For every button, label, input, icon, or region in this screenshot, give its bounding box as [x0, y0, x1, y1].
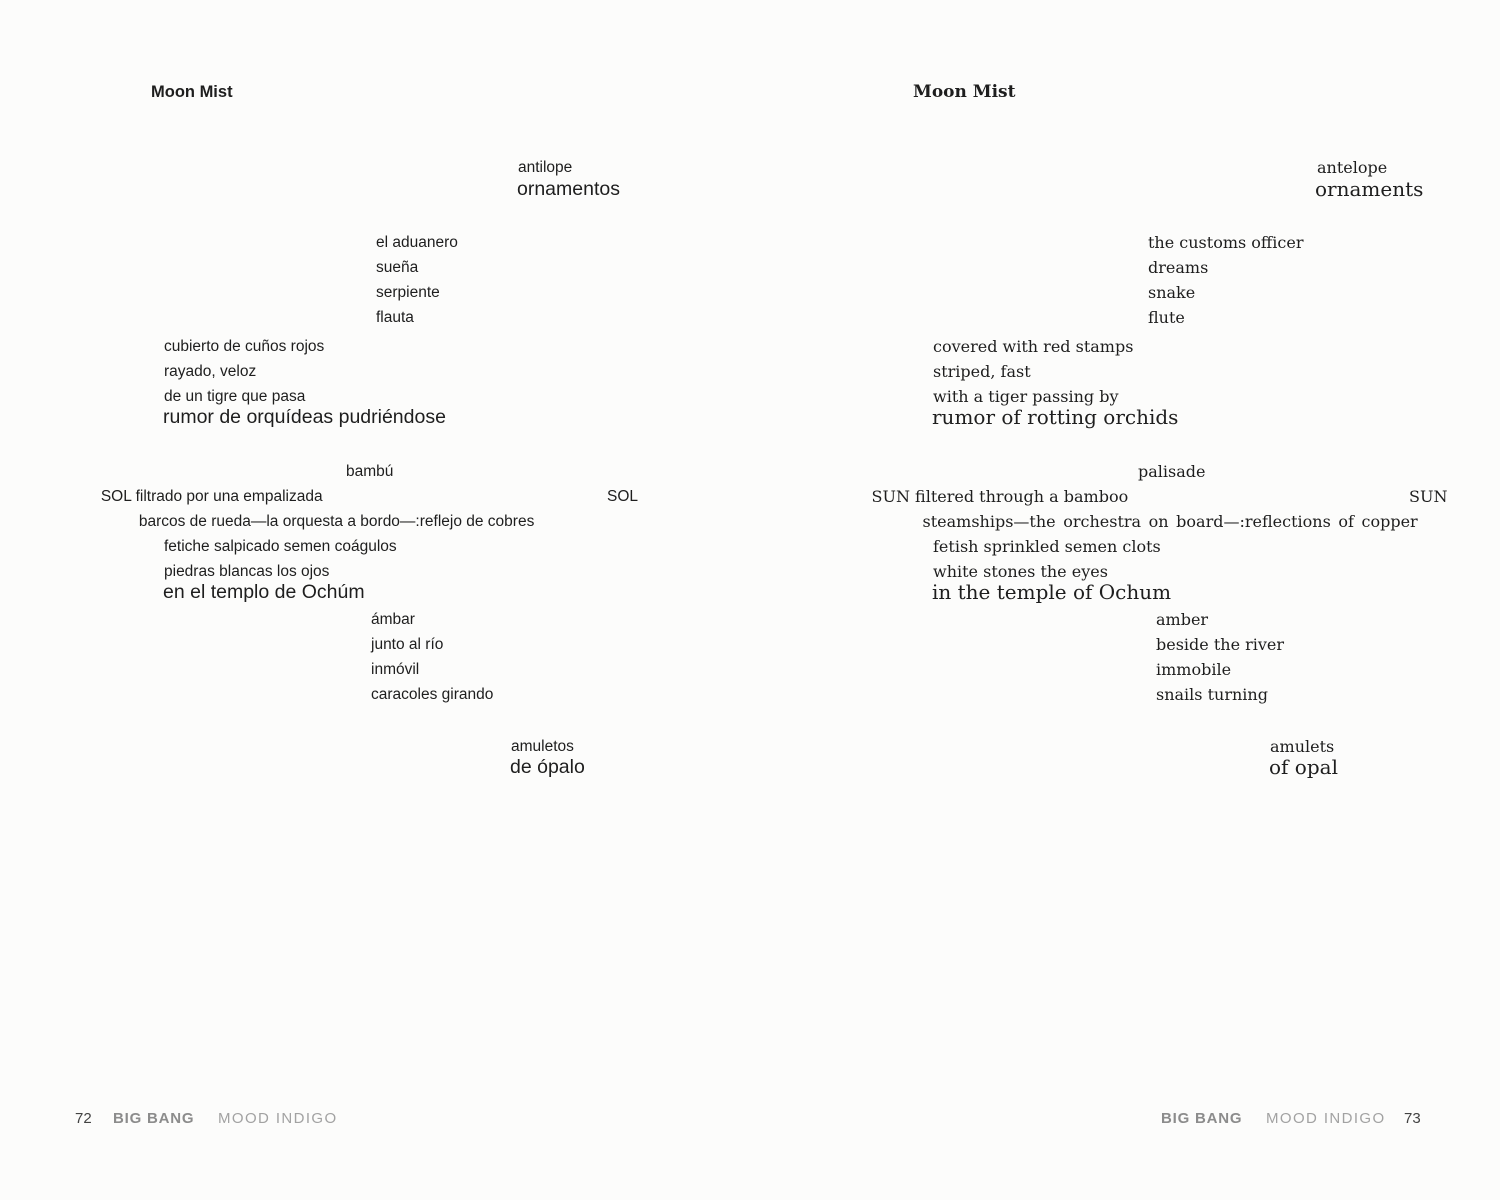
poem-line: dreams	[1148, 258, 1209, 277]
poem-line: amulets	[1270, 737, 1335, 756]
poem-line-segment: palisade	[1138, 462, 1206, 481]
footer-section-title: MOOD INDIGO	[218, 1110, 338, 1127]
page-number: 72	[75, 1110, 92, 1127]
poem-line: piedras blancas los ojos	[164, 563, 330, 580]
footer-book-title: BIG BANG	[1161, 1110, 1243, 1127]
poem-line: ornaments	[1315, 177, 1424, 201]
poem-line: junto al río	[371, 636, 444, 653]
poem-line: ornamentos	[517, 178, 620, 200]
footer-book-title: BIG BANG	[113, 1110, 195, 1127]
poem-line: striped, fast	[933, 362, 1031, 381]
poem-line-segment: bambú	[346, 463, 394, 480]
poem-line: amuletos	[511, 738, 574, 755]
poem-line: serpiente	[376, 284, 440, 301]
poem-line: covered with red stamps	[933, 337, 1134, 356]
right-page-title: Moon Mist	[913, 82, 1016, 102]
poem-line: snails turning	[1156, 685, 1268, 704]
poem-line: the customs officer	[1148, 233, 1304, 252]
poem-line: amber	[1156, 610, 1209, 629]
poem-line: snake	[1148, 283, 1196, 302]
poem-line: inmóvil	[371, 661, 420, 678]
page-number: 73	[1404, 1110, 1421, 1127]
poem-line: fetiche salpicado semen coágulos	[164, 538, 397, 555]
poem-line: antilope	[518, 159, 573, 176]
poem-line-segment: SUN filtered through a bamboo	[871, 487, 1129, 506]
poem-line: ámbar	[371, 611, 415, 628]
poem-line: el aduanero	[376, 234, 458, 251]
poem-line: in the temple of Ochum	[932, 580, 1172, 604]
poem-line: rayado, veloz	[164, 363, 257, 380]
poem-line: beside the river	[1156, 635, 1285, 654]
poem-line: sueña	[376, 259, 419, 276]
poem-line: flute	[1148, 308, 1185, 327]
poem-line-segment: SOL	[607, 488, 639, 505]
poem-line: de un tigre que pasa	[164, 388, 306, 405]
poem-line: immobile	[1156, 660, 1232, 679]
poem-line: caracoles girando	[371, 686, 494, 703]
poem-line-segment: steamships—the orchestra on board—:reflections of copper	[922, 512, 1418, 531]
poem-line-segment: SOL filtrado por una empalizada	[100, 488, 323, 505]
poem-line-segment: SUN	[1409, 487, 1448, 506]
poem-line: de ópalo	[510, 756, 585, 778]
poem-line: flauta	[376, 309, 414, 326]
poem-line: of opal	[1269, 755, 1338, 779]
poem-line: fetish sprinkled semen clots	[933, 537, 1161, 556]
left-page-title: Moon Mist	[151, 83, 233, 101]
poem-line: rumor de orquídeas pudriéndose	[163, 406, 446, 428]
poem-line: antelope	[1317, 158, 1388, 177]
poem-line-segment: barcos de rueda—la orquesta a bordo—:reflejo de cobres	[138, 513, 535, 530]
footer-section-title: MOOD INDIGO	[1266, 1110, 1386, 1127]
poem-line: white stones the eyes	[933, 562, 1108, 581]
poem-line: en el templo de Ochúm	[163, 581, 365, 603]
poem-line: with a tiger passing by	[933, 387, 1119, 406]
poem-line: cubierto de cuños rojos	[164, 338, 325, 355]
poem-line: rumor of rotting orchids	[932, 405, 1179, 429]
